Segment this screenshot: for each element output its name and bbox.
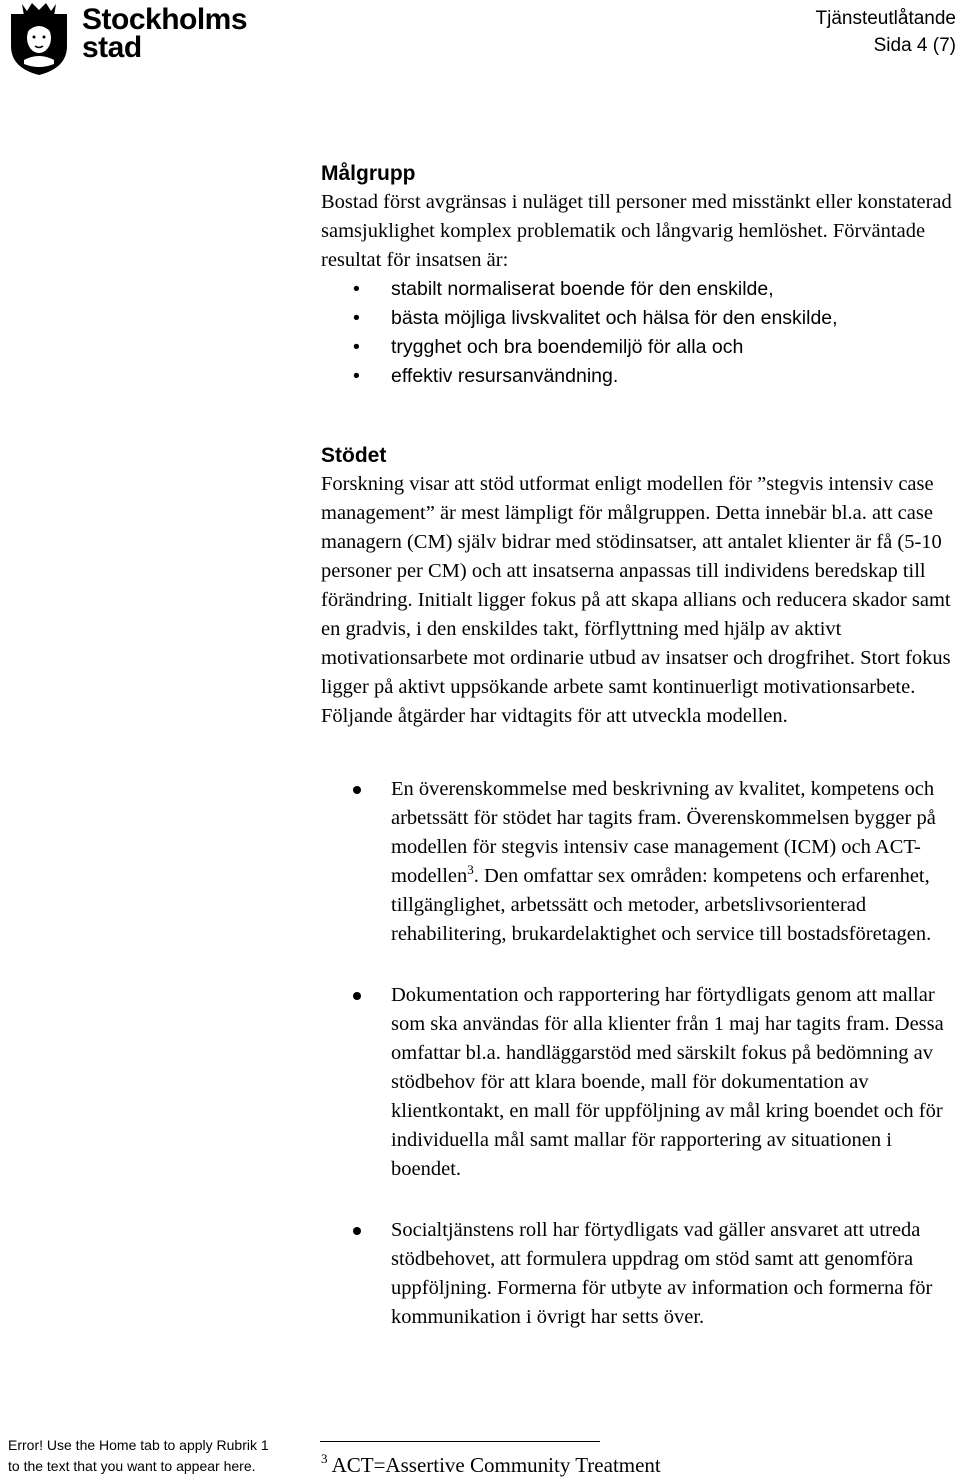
list-item-text: stabilt normaliserat boende för den enskilde, (391, 278, 774, 300)
document-type: Tjänsteutlåtande (815, 8, 956, 29)
malgrupp-paragraph: Bostad först avgränsas i nuläget till personer med misstänkt eller konstaterad samsjuklighet komplex problematik och långvarig hemlöshet. Förväntade resultat för insatsen är: (321, 191, 952, 271)
list-item-text: Socialtjänstens roll har förtydligats vad gäller ansvaret att utreda stödbehovet, att formulera uppdrag om stöd samt att genomföra uppföljning. Formerna för utbyte av information och formerna för kommunikation i övrigt har setts över. (391, 1219, 933, 1328)
list-item-text: effektiv resursanvändning. (391, 365, 619, 387)
list-item (321, 1216, 960, 1332)
heading-malgrupp: Målgrupp (321, 162, 416, 185)
list-item-text: trygghet och bra boendemiljö för alla och (391, 336, 744, 358)
bullet-icon (353, 992, 361, 1000)
logo-text-stad: stad (82, 31, 142, 64)
page-number: Sida 4 (7) (873, 35, 956, 56)
footer-error-line1: Error! Use the Home tab to apply Rubrik 1 (8, 1437, 269, 1453)
footnote-number: 3 (321, 1451, 328, 1466)
footer-error-text (8, 1435, 269, 1477)
bullet-icon: • (353, 336, 360, 358)
heading-stodet: Stödet (321, 444, 387, 467)
logo-text-stockholms: Stockholms (82, 3, 248, 36)
list-item-text-continued: . Den omfattar sex områden: kompetens och erfarenhet, tillgänglighet, arbetssätt och metoder, arbetslivsorienterad rehabilitering, brukardelaktighet och service till bostadsföretagen. (391, 865, 932, 945)
list-item (321, 775, 960, 949)
measures-list (321, 775, 960, 1332)
footnote-reference[interactable]: 3 (467, 862, 474, 877)
list-item (321, 362, 960, 391)
crest-icon (8, 2, 70, 76)
expected-results-list (321, 275, 960, 391)
list-item (321, 275, 960, 304)
bullet-icon: • (353, 307, 360, 329)
bullet-icon (353, 786, 361, 794)
main-content (321, 160, 960, 1332)
list-item (321, 981, 960, 1184)
footnote (321, 1452, 661, 1478)
list-item (321, 304, 960, 333)
list-item (321, 333, 960, 362)
bullet-icon (353, 1227, 361, 1235)
bullet-icon: • (353, 278, 360, 300)
stodet-paragraph: Forskning visar att stöd utformat enligt modellen för ”stegvis intensiv case management” är mest lämpligt för målgruppen. Detta innebär bl.a. att case managern (CM) själv bidrar med stödinsatser, att antalet klienter är få (5-10 personer per CM) och att insatserna anpassas till individens beredskap till förändring. Initialt ligger fokus på att skapa allians och reducera skador samt en gradvis, i den enskildes takt, förflyttning med hjälp av aktivt motivationsarbete mot ordinarie utbud av insatser och drogfrihet. Stort fokus ligger på aktivt uppsökande arbete samt kontinuerligt motivationsarbete. Följande åtgärder har vidtagits för att utveckla modellen. (321, 473, 951, 727)
bullet-icon: • (353, 365, 360, 387)
footnote-separator (320, 1441, 600, 1442)
list-item-text: Dokumentation och rapportering har förtydligats genom att mallar som ska användas för alla klienter från 1 maj har tagits fram. Dessa omfattar bl.a. handläggarstöd med särskilt fokus på bedömning av stödbehov för att klara boende, mall för dokumentation av klientkontakt, en mall för uppföljning av mål kring boendet och för individuella mål samt mallar för rapportering av situationen i boendet. (391, 984, 944, 1180)
footnote-text: ACT=Assertive Community Treatment (327, 1453, 661, 1477)
list-item-text: bästa möjliga livskvalitet och hälsa för den enskilde, (391, 307, 838, 329)
list-item-text: En överenskommelse med beskrivning av kvalitet, kompetens och arbetssätt för stödet har tagits fram. Överenskommelsen bygger på modellen för stegvis intensiv case management (ICM) och ACT-modellen (391, 778, 936, 887)
stockholms-stad-logo (8, 2, 248, 76)
footer-error-line2: to the text that you want to appear here. (8, 1458, 256, 1474)
